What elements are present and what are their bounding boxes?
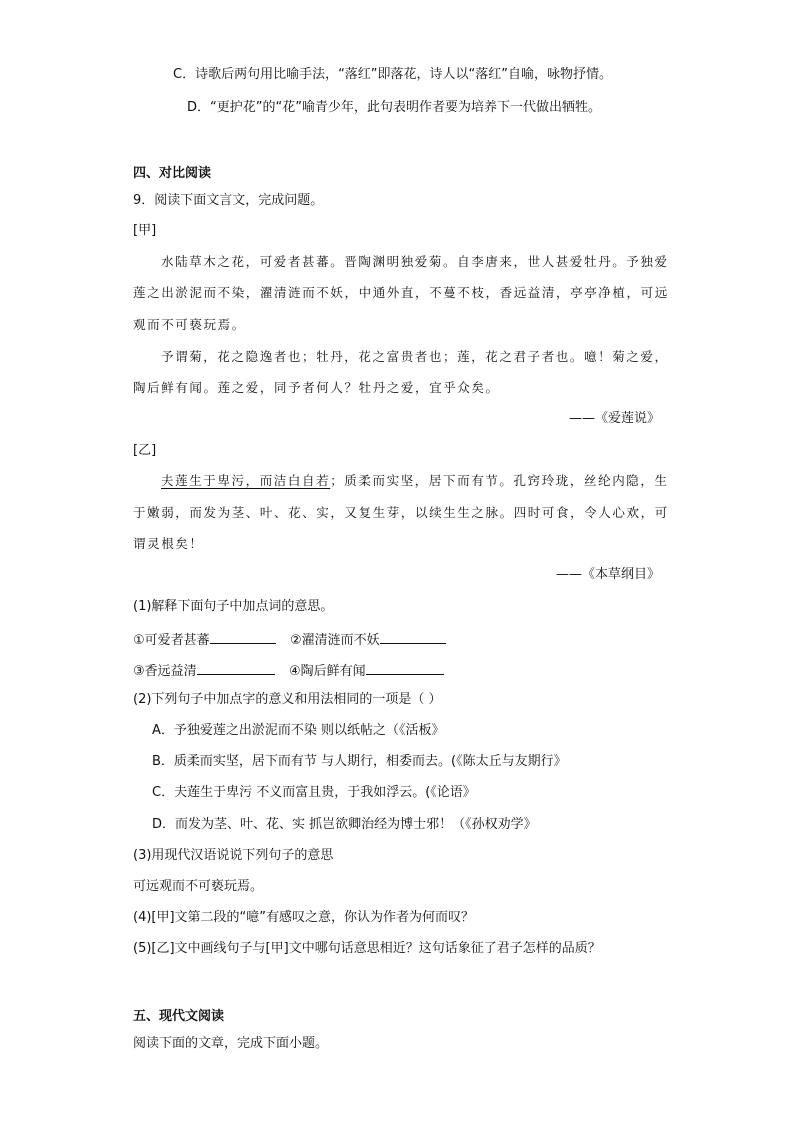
subquestion-1-row2	[133, 660, 444, 681]
subquestion-1: (1)解释下面句子中加点词的意思。	[133, 599, 334, 614]
passage-jia-source: ——《爱莲说》	[568, 411, 660, 426]
passage-yi-source: ——《本草纲目》	[555, 567, 660, 582]
q2-option-c: C．夫莲生于卑污 不义而富且贵，于我如浮云。(《论语》	[152, 785, 476, 800]
passage-yi-label: [乙]	[133, 443, 157, 458]
subquestion-2: (2)下列句子中加点字的意义和用法相同的一项是（ ）	[133, 692, 442, 707]
passage-jia-line: 予谓菊，花之隐逸者也；牡丹，花之富贵者也；莲，花之君子者也。噫！菊之爱，	[161, 349, 669, 364]
subquestion-5: (5)[乙]文中画线句子与[甲]文中哪句话意思相近？这句话象征了君子怎样的品质？	[133, 941, 601, 956]
answer-blank-4[interactable]	[366, 660, 444, 675]
answer-blank-1[interactable]	[210, 629, 276, 644]
subquestion-4: (4)[甲]文第二段的“噫”有感叹之意，你认为作者为何而叹？	[133, 910, 475, 925]
q1-item-1: ①可爱者甚蕃	[133, 633, 210, 648]
passage-yi-line: 于嫩弱，而发为茎、叶、花、实，又复生芽，以续生生之脉。四时可食，令人心欢，可	[133, 505, 669, 520]
answer-blank-2[interactable]	[380, 629, 446, 644]
passage-yi-line-rest: ；质柔而实坚，居下而有节。孔窍玲珑，丝纶内隐，生	[330, 473, 669, 488]
passage-jia-line: 观而不可亵玩焉。	[133, 317, 246, 332]
answer-blank-3[interactable]	[197, 660, 275, 675]
question-9: 9．阅读下面文言文，完成问题。	[133, 193, 324, 208]
option-d: D．“更护花”的“花”喻青少年，此句表明作者要为培养下一代做出牺牲。	[187, 100, 601, 115]
section-5-intro: 阅读下面的文章，完成下面小题。	[133, 1036, 329, 1051]
underlined-sentence: 夫莲生于卑污，而洁白自若	[161, 473, 331, 488]
q1-item-3: ③香远益清	[133, 664, 197, 679]
q2-option-d: D．而发为茎、叶、花、实 抓岂欲卿治经为博士邪！（《孙权劝学》	[152, 817, 537, 832]
passage-jia-line: 陶后鲜有闻。莲之爱，同予者何人？牡丹之爱，宜乎众矣。	[133, 380, 500, 395]
q2-option-b: B．质柔而实坚，居下而有节 与人期行，相委而去。(《陈太丘与友期行》	[152, 754, 567, 769]
q2-option-a: A．予独爱莲之出淤泥而不染 则以纸帖之（《活板》	[152, 723, 445, 738]
q1-item-2: ②濯清涟而不妖	[289, 633, 380, 648]
option-c: C．诗歌后两句用比喻手法，“落红”即落花，诗人以“落红”自喻，咏物抒情。	[173, 67, 613, 82]
subquestion-3: (3)用现代汉语说说下列句子的意思	[133, 848, 334, 863]
passage-jia-line: 水陆草木之花，可爱者甚蕃。晋陶渊明独爱菊。自李唐来，世人甚爱牡丹。予独爱	[161, 254, 669, 269]
subquestion-1-row1	[133, 629, 446, 650]
passage-jia-line: 莲之出淤泥而不染，濯清涟而不妖，中通外直，不蔓不枝，香远益清，亭亭净植，可远	[133, 285, 669, 300]
subquestion-3-sentence: 可远观而不可亵玩焉。	[133, 879, 264, 894]
passage-jia-label: [甲]	[133, 223, 157, 238]
section-5-title: 五、现代文阅读	[133, 1009, 225, 1024]
q1-item-4: ④陶后鲜有闻	[288, 664, 366, 679]
section-4-title: 四、对比阅读	[133, 166, 212, 181]
passage-yi-line: 谓灵根矣！	[133, 536, 204, 551]
passage-yi-line	[161, 472, 669, 490]
